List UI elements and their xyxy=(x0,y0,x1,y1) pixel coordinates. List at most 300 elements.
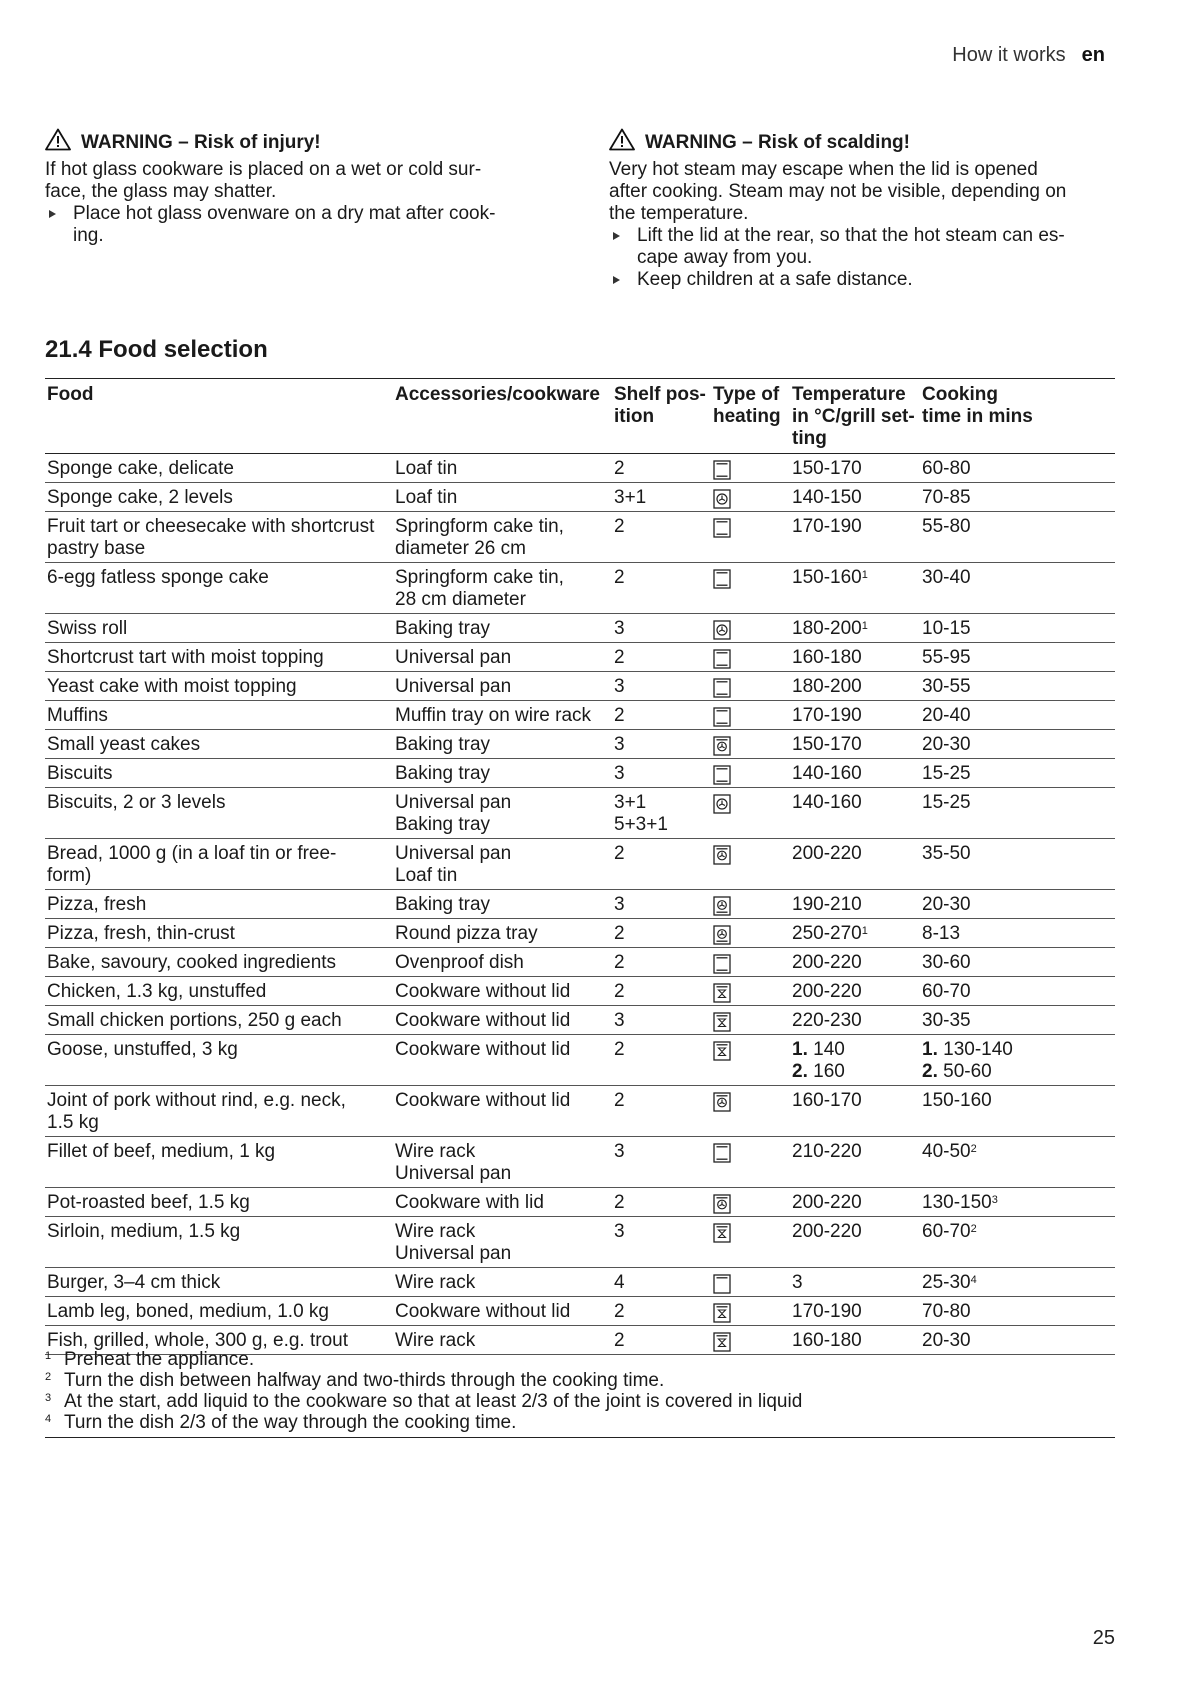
food-line: Small chicken portions, 250 g each xyxy=(47,1010,342,1031)
table-row xyxy=(45,563,1115,614)
accessory-line: Universal pan xyxy=(395,1163,512,1184)
cell-temperature xyxy=(790,512,920,563)
cell-accessories xyxy=(393,977,612,1006)
cell-shelf xyxy=(612,1137,711,1188)
cell-shelf xyxy=(612,483,711,512)
table-row xyxy=(45,1188,1115,1217)
cell-temperature xyxy=(790,759,920,788)
shelf-line: 3 xyxy=(614,894,625,915)
cell-food xyxy=(45,977,393,1006)
cell-value: 55-95 xyxy=(922,647,971,668)
cell-time xyxy=(920,788,1115,839)
cell-heating xyxy=(711,977,790,1006)
circulated-air-grill-icon xyxy=(713,1223,788,1243)
cell-value: 140-160 xyxy=(792,763,862,784)
cell-time xyxy=(920,701,1115,730)
cell-value: 150-160 xyxy=(922,1090,992,1111)
cell-value: 160-180 xyxy=(792,1330,862,1351)
accessory-line: Universal pan xyxy=(395,1243,512,1264)
cell-time xyxy=(920,759,1115,788)
accessory-line: Muffin tray on wire rack xyxy=(395,705,592,726)
bullet-arrow-icon xyxy=(49,210,56,218)
cell-heating xyxy=(711,788,790,839)
footnote-ref: 2 xyxy=(970,1143,977,1155)
cell-shelf xyxy=(612,1006,711,1035)
cell-value: 30-60 xyxy=(922,952,971,973)
warning-step xyxy=(45,203,545,247)
shelf-line: 2 xyxy=(614,1039,625,1060)
cell-food xyxy=(45,1268,393,1297)
cell-accessories xyxy=(393,839,612,890)
table-row xyxy=(45,1035,1115,1086)
cell-value: 130-150 xyxy=(922,1192,992,1213)
cell-time xyxy=(920,614,1115,643)
cell-value: 200-220 xyxy=(792,1221,862,1242)
column-header-line: Accessories/cookware xyxy=(395,384,600,405)
top-bottom-heat-icon xyxy=(713,460,788,480)
accessory-line: Cookware without lid xyxy=(395,1010,571,1031)
food-line: Sponge cake, delicate xyxy=(47,458,234,479)
step-number: 2. xyxy=(792,1061,808,1082)
step-value: 140 xyxy=(807,1039,845,1060)
cell-shelf xyxy=(612,788,711,839)
cell-value: 200-220 xyxy=(792,952,862,973)
accessory-line: Baking tray xyxy=(395,814,491,835)
shelf-line: 5+3+1 xyxy=(614,814,668,835)
cell-time xyxy=(920,1297,1115,1326)
shelf-line: 2 xyxy=(614,647,625,668)
cell-time xyxy=(920,672,1115,701)
cell-value: 70-80 xyxy=(922,1301,971,1322)
cell-food xyxy=(45,512,393,563)
accessory-line: diameter 26 cm xyxy=(395,538,526,559)
cell-heating xyxy=(711,839,790,890)
cell-temperature xyxy=(790,1035,920,1086)
cell-shelf xyxy=(612,1086,711,1137)
warning-step xyxy=(609,269,1119,291)
cell-temperature xyxy=(790,1188,920,1217)
cell-shelf xyxy=(612,759,711,788)
food-line: 6-egg fatless sponge cake xyxy=(47,567,269,588)
cell-value: 200-220 xyxy=(792,981,862,1002)
cell-food xyxy=(45,643,393,672)
shelf-line: 2 xyxy=(614,1301,625,1322)
food-line: Sponge cake, 2 levels xyxy=(47,487,233,508)
hot-air-icon xyxy=(713,489,788,509)
cell-value: 140-160 xyxy=(792,792,862,813)
cell-value: 20-40 xyxy=(922,705,971,726)
footnotes xyxy=(45,1349,1115,1438)
top-bottom-heat-icon xyxy=(713,765,788,785)
cell-heating xyxy=(711,1035,790,1086)
cell-shelf xyxy=(612,730,711,759)
cell-food xyxy=(45,483,393,512)
cell-time xyxy=(920,730,1115,759)
cell-value: 20-30 xyxy=(922,894,971,915)
accessory-line: Baking tray xyxy=(395,763,491,784)
food-line: pastry base xyxy=(47,538,146,559)
food-line: Chicken, 1.3 kg, unstuffed xyxy=(47,981,267,1002)
cell-value: 20-30 xyxy=(922,1330,971,1351)
accessory-line: Cookware without lid xyxy=(395,981,571,1002)
cell-food xyxy=(45,1006,393,1035)
cell-food xyxy=(45,759,393,788)
cell-food xyxy=(45,1297,393,1326)
cell-heating xyxy=(711,1268,790,1297)
column-header-line: Temperature xyxy=(792,384,906,405)
step-number: 1. xyxy=(922,1039,938,1060)
cell-temperature xyxy=(790,948,920,977)
cell-time xyxy=(920,948,1115,977)
cell-heating xyxy=(711,759,790,788)
footnote xyxy=(45,1412,1115,1433)
column-header-line: Shelf pos- xyxy=(614,384,706,405)
food-line: Pot-roasted beef, 1.5 kg xyxy=(47,1192,250,1213)
shelf-line: 2 xyxy=(614,981,625,1002)
col-heating xyxy=(711,379,790,454)
cell-food xyxy=(45,948,393,977)
shelf-line: 3 xyxy=(614,1010,625,1031)
cell-food xyxy=(45,1086,393,1137)
cell-value: 60-70 xyxy=(922,981,971,1002)
table-header-row xyxy=(45,379,1115,454)
cell-temperature xyxy=(790,788,920,839)
cell-accessories xyxy=(393,512,612,563)
header-language: en xyxy=(1081,44,1105,66)
bullet-arrow-icon xyxy=(613,276,620,284)
cell-time xyxy=(920,1086,1115,1137)
cell-time xyxy=(920,1188,1115,1217)
table-row xyxy=(45,759,1115,788)
hot-air-icon xyxy=(713,620,788,640)
cell-heating xyxy=(711,1006,790,1035)
table-row xyxy=(45,890,1115,919)
step-value: 160 xyxy=(807,1061,845,1082)
cell-time xyxy=(920,1268,1115,1297)
shelf-line: 3+1 xyxy=(614,792,647,813)
cell-food xyxy=(45,788,393,839)
table-row xyxy=(45,1006,1115,1035)
cell-shelf xyxy=(612,672,711,701)
cell-temperature xyxy=(790,701,920,730)
col-time xyxy=(920,379,1115,454)
table-row xyxy=(45,1297,1115,1326)
footnote-number: 4 xyxy=(45,1413,52,1425)
column-header-line: time in mins xyxy=(922,406,1033,427)
pizza-setting-icon xyxy=(713,896,788,916)
column-header-line: in °C/grill set- xyxy=(792,406,915,427)
table-row xyxy=(45,1137,1115,1188)
warning-text-line: after cooking. Steam may not be visible, depending on xyxy=(609,181,1067,202)
footnote-text: Turn the dish between halfway and two-thirds through the cooking time. xyxy=(64,1370,665,1391)
cell-time xyxy=(920,1137,1115,1188)
cell-temperature xyxy=(790,1268,920,1297)
cell-accessories xyxy=(393,759,612,788)
circulated-air-grill-icon xyxy=(713,983,788,1003)
cell-value: 150-170 xyxy=(792,734,862,755)
shelf-line: 2 xyxy=(614,923,625,944)
food-line: Bread, 1000 g (in a loaf tin or free- xyxy=(47,843,337,864)
cell-time xyxy=(920,1217,1115,1268)
cell-shelf xyxy=(612,948,711,977)
cell-shelf xyxy=(612,512,711,563)
cell-temperature xyxy=(790,454,920,483)
step-value: 130-140 xyxy=(937,1039,1013,1060)
cell-accessories xyxy=(393,701,612,730)
cell-accessories xyxy=(393,1035,612,1086)
cell-temperature xyxy=(790,672,920,701)
cell-value: 60-80 xyxy=(922,458,971,479)
cell-accessories xyxy=(393,730,612,759)
cell-value: 160-170 xyxy=(792,1090,862,1111)
cell-accessories xyxy=(393,614,612,643)
cell-shelf xyxy=(612,1268,711,1297)
shelf-line: 3 xyxy=(614,676,625,697)
cell-accessories xyxy=(393,788,612,839)
food-line: Yeast cake with moist topping xyxy=(47,676,297,697)
shelf-line: 3 xyxy=(614,763,625,784)
food-line: Pizza, fresh, thin-crust xyxy=(47,923,235,944)
cell-temperature xyxy=(790,563,920,614)
food-line: Muffins xyxy=(47,705,108,726)
cell-shelf xyxy=(612,919,711,948)
cell-shelf xyxy=(612,839,711,890)
cell-food xyxy=(45,919,393,948)
cell-shelf xyxy=(612,977,711,1006)
cell-accessories xyxy=(393,948,612,977)
accessory-line: Universal pan xyxy=(395,843,512,864)
warning-title xyxy=(45,128,545,157)
warning-step-line: Lift the lid at the rear, so that the hot steam can es- xyxy=(637,225,1065,246)
shelf-line: 4 xyxy=(614,1272,625,1293)
food-line: Goose, unstuffed, 3 kg xyxy=(47,1039,238,1060)
hot-air-gentle-icon xyxy=(713,736,788,756)
table-body xyxy=(45,454,1115,1355)
food-line: form) xyxy=(47,865,92,886)
shelf-line: 3 xyxy=(614,734,625,755)
footnote xyxy=(45,1349,1115,1370)
cell-temperature xyxy=(790,483,920,512)
warning-step xyxy=(609,225,1119,269)
shelf-line: 2 xyxy=(614,843,625,864)
accessory-line: Universal pan xyxy=(395,676,512,697)
cell-value: 60-70 xyxy=(922,1221,971,1242)
warning-text xyxy=(45,159,545,203)
cell-accessories xyxy=(393,1268,612,1297)
cell-value: 10-15 xyxy=(922,618,971,639)
cell-value: 180-200 xyxy=(792,676,862,697)
cell-food xyxy=(45,1217,393,1268)
cell-food xyxy=(45,839,393,890)
cell-accessories xyxy=(393,1188,612,1217)
cell-value: 15-25 xyxy=(922,792,971,813)
accessory-line: Loaf tin xyxy=(395,487,458,508)
cell-value: 150-170 xyxy=(792,458,862,479)
table-row xyxy=(45,454,1115,483)
cell-heating xyxy=(711,563,790,614)
cell-value: 70-85 xyxy=(922,487,971,508)
cell-accessories xyxy=(393,1297,612,1326)
food-line: Fillet of beef, medium, 1 kg xyxy=(47,1141,276,1162)
accessory-line: Wire rack xyxy=(395,1141,476,1162)
cell-accessories xyxy=(393,1137,612,1188)
cell-food xyxy=(45,1188,393,1217)
cell-heating xyxy=(711,1297,790,1326)
cell-value: 160-180 xyxy=(792,647,862,668)
shelf-line: 2 xyxy=(614,458,625,479)
cell-shelf xyxy=(612,1035,711,1086)
accessory-line: Cookware without lid xyxy=(395,1090,571,1111)
table-row xyxy=(45,512,1115,563)
section-title: 21.4 Food selection xyxy=(45,336,268,363)
warning-injury xyxy=(45,128,545,247)
cell-time xyxy=(920,454,1115,483)
cell-food xyxy=(45,563,393,614)
table-row xyxy=(45,643,1115,672)
cell-heating xyxy=(711,643,790,672)
footnote-ref: 1 xyxy=(861,569,868,581)
warning-triangle-icon xyxy=(609,128,635,157)
warning-text-line: If hot glass cookware is placed on a wet or cold sur- xyxy=(45,159,482,180)
accessory-line: Springform cake tin, xyxy=(395,567,564,588)
cell-value: 170-190 xyxy=(792,1301,862,1322)
cell-value: 200-220 xyxy=(792,843,862,864)
cell-heating xyxy=(711,948,790,977)
cell-time xyxy=(920,563,1115,614)
accessory-line: Baking tray xyxy=(395,894,491,915)
food-line: Sirloin, medium, 1.5 kg xyxy=(47,1221,241,1242)
cell-temperature xyxy=(790,919,920,948)
top-bottom-heat-icon xyxy=(713,1143,788,1163)
circulated-air-grill-icon xyxy=(713,1303,788,1323)
warning-title-text: WARNING – Risk of scalding! xyxy=(645,131,910,153)
cell-temperature xyxy=(790,1086,920,1137)
cell-shelf xyxy=(612,890,711,919)
top-bottom-heat-icon xyxy=(713,569,788,589)
page-number: 25 xyxy=(1092,1627,1115,1649)
table-row xyxy=(45,701,1115,730)
hot-air-gentle-icon xyxy=(713,1194,788,1214)
col-shelf xyxy=(612,379,711,454)
warning-text xyxy=(609,159,1119,225)
warning-text-line: face, the glass may shatter. xyxy=(45,181,277,202)
accessory-line: Cookware without lid xyxy=(395,1301,571,1322)
accessory-line: Loaf tin xyxy=(395,865,458,886)
cell-shelf xyxy=(612,1217,711,1268)
cell-value: 30-55 xyxy=(922,676,971,697)
cell-food xyxy=(45,701,393,730)
footnote-number: 2 xyxy=(45,1371,52,1383)
cell-accessories xyxy=(393,919,612,948)
table-row xyxy=(45,788,1115,839)
cell-shelf xyxy=(612,701,711,730)
accessory-line: Ovenproof dish xyxy=(395,952,524,973)
accessory-line: Wire rack xyxy=(395,1221,476,1242)
page-header xyxy=(952,44,1105,67)
shelf-line: 3 xyxy=(614,1141,625,1162)
food-line: Swiss roll xyxy=(47,618,128,639)
food-line: Pizza, fresh xyxy=(47,894,147,915)
accessory-line: Wire rack xyxy=(395,1272,476,1293)
column-header-line: Type of xyxy=(713,384,780,405)
cell-food xyxy=(45,672,393,701)
cell-time xyxy=(920,890,1115,919)
cell-heating xyxy=(711,483,790,512)
cell-value: 140-150 xyxy=(792,487,862,508)
column-header-line: Food xyxy=(47,384,94,405)
food-selection-table xyxy=(45,378,1115,1355)
column-header-line: ting xyxy=(792,428,827,449)
cell-temperature xyxy=(790,1217,920,1268)
footnote-number: 3 xyxy=(45,1392,52,1404)
cell-heating xyxy=(711,1217,790,1268)
table-row xyxy=(45,483,1115,512)
cell-temperature xyxy=(790,1006,920,1035)
full-surface-grill-icon xyxy=(713,1274,788,1294)
pizza-setting-icon xyxy=(713,925,788,945)
cell-food xyxy=(45,614,393,643)
accessory-line: Baking tray xyxy=(395,734,491,755)
cell-time xyxy=(920,512,1115,563)
warning-title-text: WARNING – Risk of injury! xyxy=(81,131,321,153)
circulated-air-grill-icon xyxy=(713,1041,788,1061)
warning-text-line: the temperature. xyxy=(609,203,749,224)
cell-food xyxy=(45,890,393,919)
footnote-ref: 2 xyxy=(970,1223,977,1235)
food-line: Bake, savoury, cooked ingredients xyxy=(47,952,337,973)
cell-accessories xyxy=(393,454,612,483)
table-row xyxy=(45,977,1115,1006)
circulated-air-grill-icon xyxy=(713,1012,788,1032)
cell-time xyxy=(920,839,1115,890)
accessory-line: Round pizza tray xyxy=(395,923,538,944)
cell-heating xyxy=(711,512,790,563)
cell-accessories xyxy=(393,1086,612,1137)
cell-value: 200-220 xyxy=(792,1192,862,1213)
header-section: How it works xyxy=(952,44,1066,66)
table-row xyxy=(45,839,1115,890)
table-row xyxy=(45,948,1115,977)
food-line: Burger, 3–4 cm thick xyxy=(47,1272,221,1293)
cell-heating xyxy=(711,1188,790,1217)
top-bottom-heat-icon xyxy=(713,649,788,669)
footnote-text: Turn the dish 2/3 of the way through the cooking time. xyxy=(64,1412,517,1433)
cell-value: 210-220 xyxy=(792,1141,862,1162)
cell-value: 30-40 xyxy=(922,567,971,588)
cell-food xyxy=(45,730,393,759)
table-row xyxy=(45,1217,1115,1268)
accessory-line: 28 cm diameter xyxy=(395,589,526,610)
cell-value: 35-50 xyxy=(922,843,971,864)
cell-temperature xyxy=(790,730,920,759)
col-temperature xyxy=(790,379,920,454)
cell-shelf xyxy=(612,1188,711,1217)
footnote-text: Preheat the appliance. xyxy=(64,1349,255,1370)
cell-time xyxy=(920,483,1115,512)
accessory-line: Universal pan xyxy=(395,792,512,813)
cell-food xyxy=(45,454,393,483)
table-row xyxy=(45,919,1115,948)
cell-heating xyxy=(711,454,790,483)
accessory-line: Baking tray xyxy=(395,618,491,639)
cell-temperature xyxy=(790,839,920,890)
food-line: Biscuits, 2 or 3 levels xyxy=(47,792,226,813)
warning-text-line: Very hot steam may escape when the lid is opened xyxy=(609,159,1038,180)
table-row xyxy=(45,730,1115,759)
warning-triangle-icon xyxy=(45,128,71,157)
accessory-line: Loaf tin xyxy=(395,458,458,479)
cell-accessories xyxy=(393,890,612,919)
